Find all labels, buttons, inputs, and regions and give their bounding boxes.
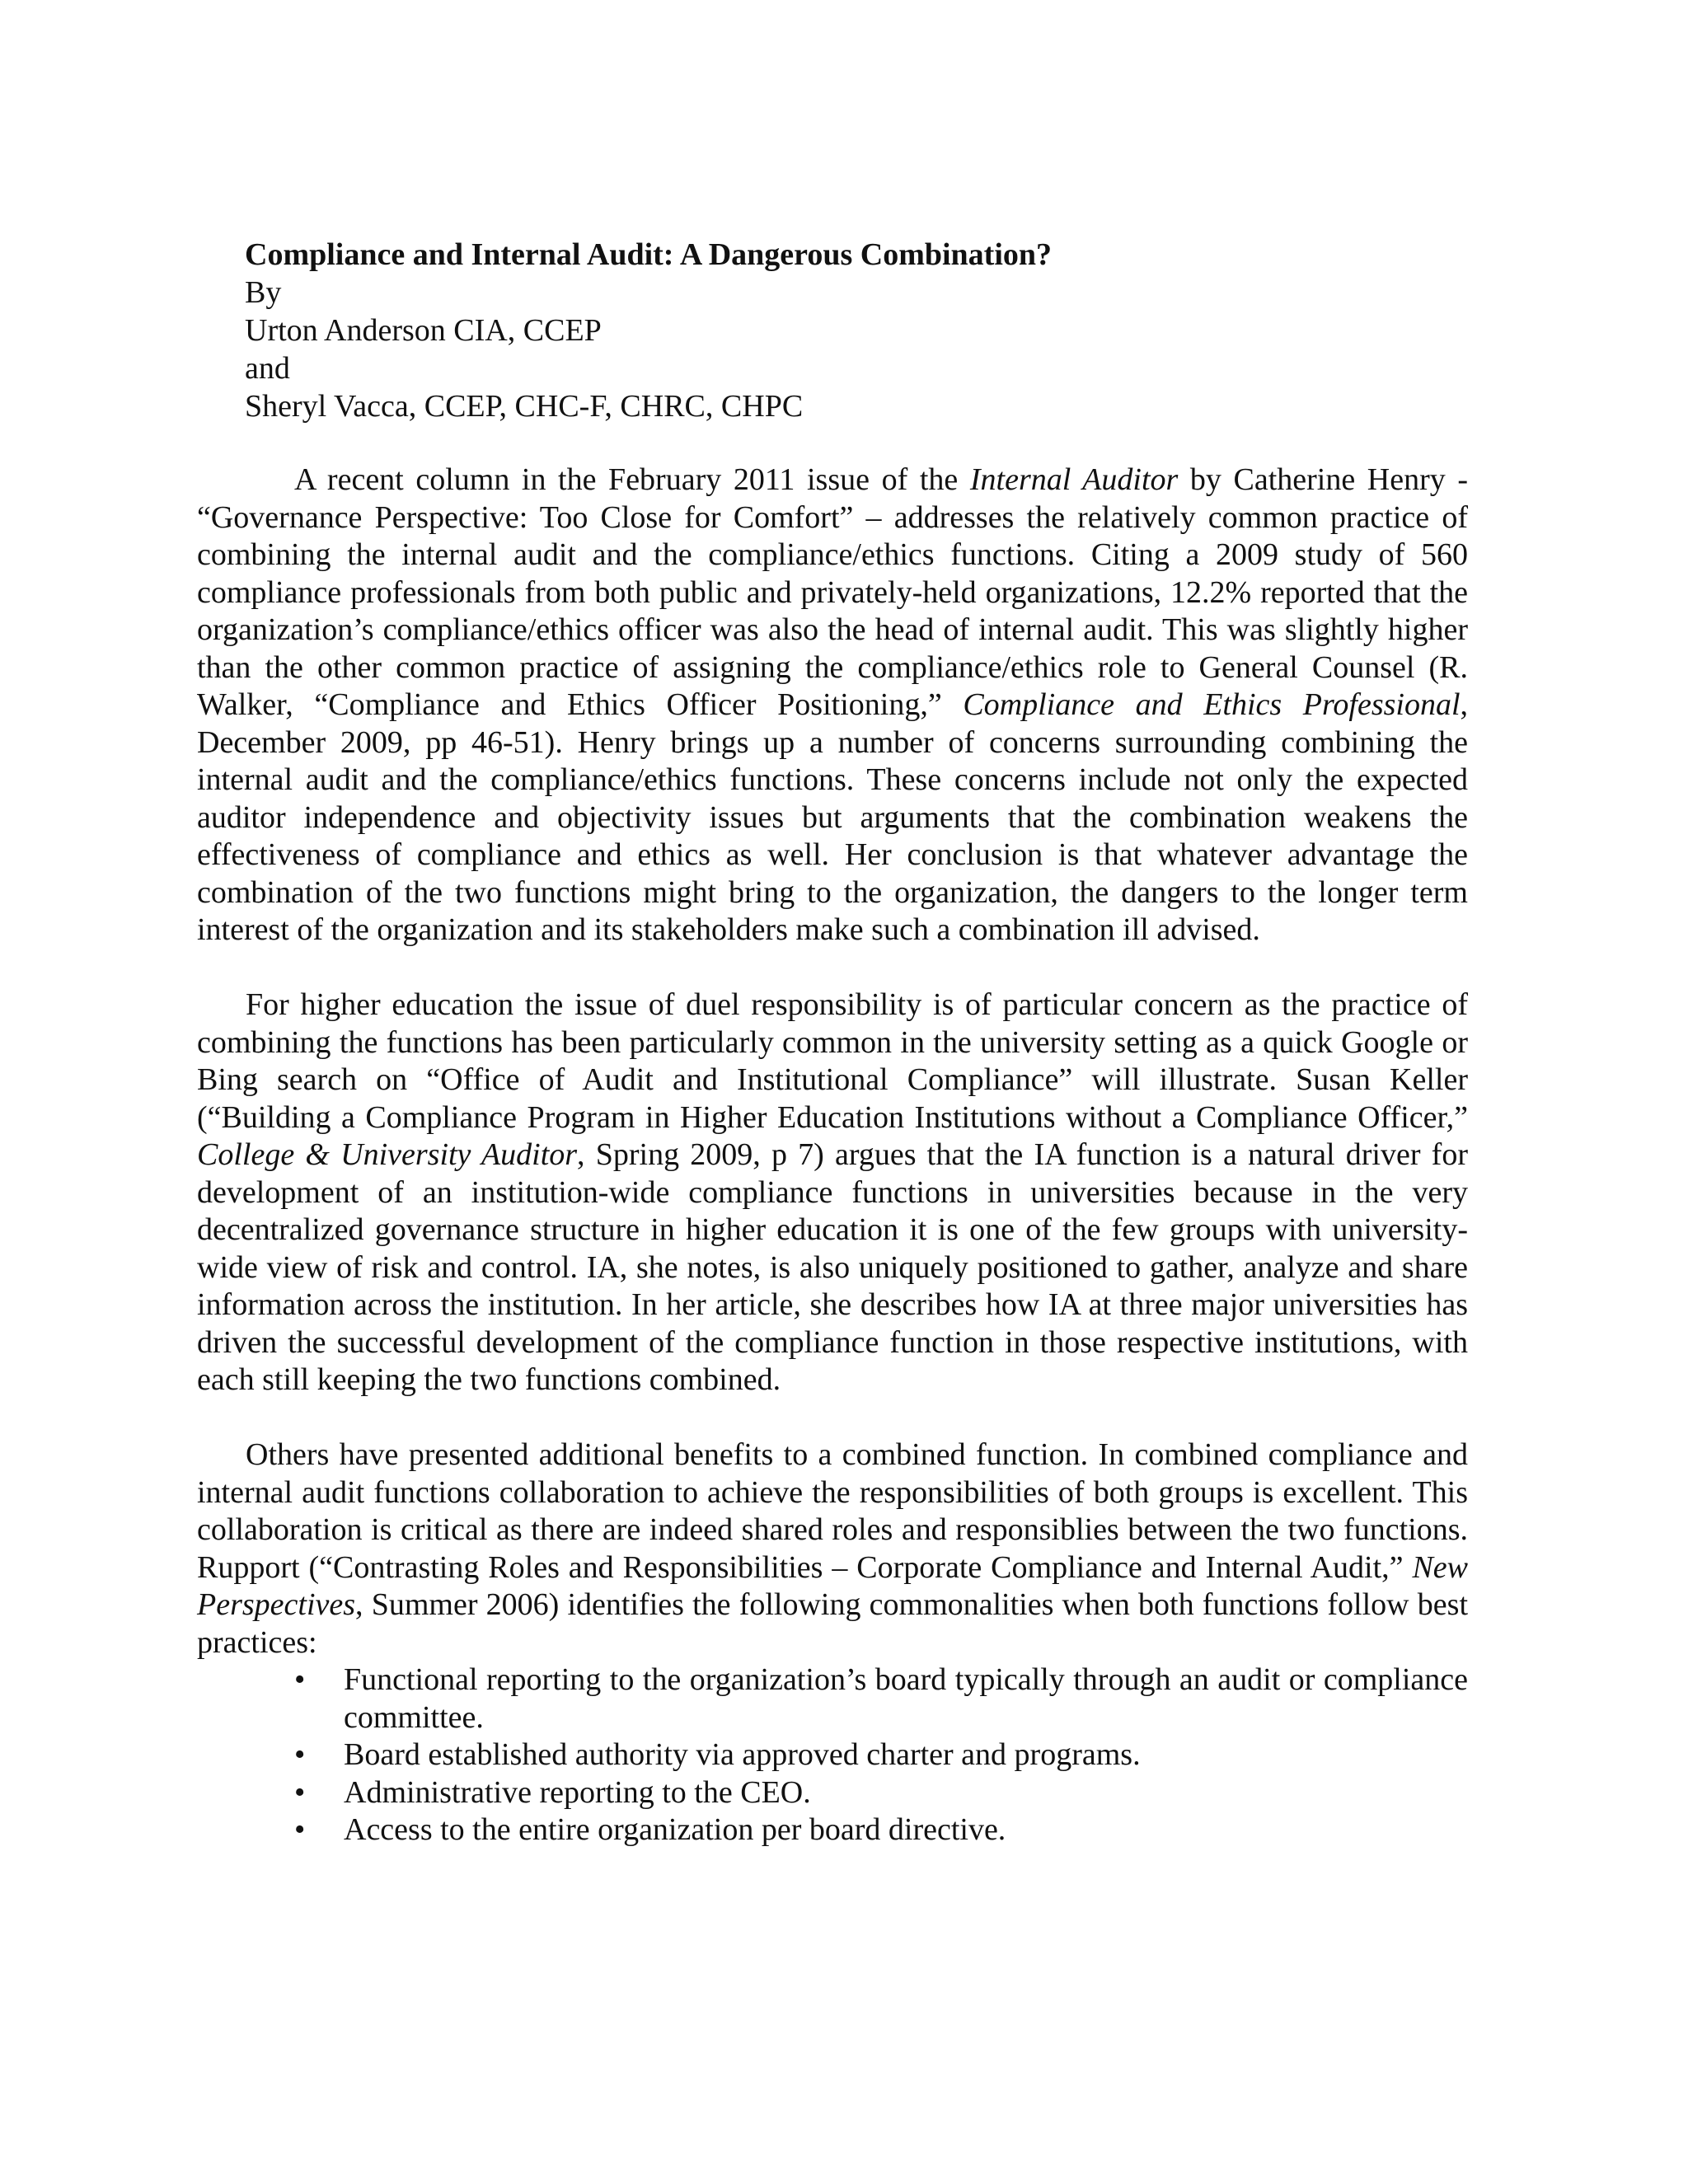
author-2: Sheryl Vacca, CCEP, CHC-F, CHRC, CHPC: [245, 389, 804, 424]
list-item-text: Functional reporting to the organization’s board typically through an audit or compliance committee.: [344, 1662, 1468, 1735]
bullet-icon: •: [294, 1737, 306, 1772]
bullet-icon: •: [294, 1662, 306, 1697]
article-title: Compliance and Internal Audit: A Dangerous Combination?: [245, 237, 1053, 272]
article-body: [197, 462, 1468, 1849]
byline-and: and: [245, 351, 290, 386]
bullet-icon: •: [294, 1774, 306, 1810]
publication-new-perspectives: New Perspectives: [197, 1549, 1468, 1622]
paragraph-3: [197, 1436, 1468, 1661]
byline-by: By: [245, 275, 282, 310]
paragraph-spacer: [197, 1399, 1468, 1437]
list-item-text: Board established authority via approved charter and programs.: [344, 1737, 1141, 1772]
list-item: [294, 1811, 1468, 1849]
paragraph-3-text-a: Others have presented additional benefits to a combined function. In combined compliance and internal audit functions collaboration to achieve the responsibilities of both groups is excellent. This collaboration is critical as there are indeed shared roles and responsiblies between the two functions. Rupport (“Contrasting Roles and Responsibilities – Corporate Compliance and Internal Audit,”: [197, 1437, 1468, 1585]
paragraph-1-text-a: A recent column in the February 2011 issue of the: [294, 462, 970, 497]
article-header: [245, 236, 1481, 425]
author-1: Urton Anderson CIA, CCEP: [245, 313, 602, 348]
publication-internal-auditor: Internal Auditor: [969, 462, 1179, 497]
paragraph-1: [197, 462, 1468, 949]
paragraph-2: [197, 987, 1468, 1399]
paragraph-2-text-b: , Spring 2009, p 7) argues that the IA function is a natural driver for development of an institution-wide compliance functions in universities because in the very decentralized governance structure in higher education it is one of the few groups with university-wide view of risk and control. IA, she notes, is also uniquely positioned to gather, analyze and share information across the institution. In her article, she describes how IA at three major universities has driven the successful development of the compliance function in those respective institutions, with each still keeping the two functions combined.: [197, 1137, 1468, 1397]
publication-compliance-ethics-professional: Compliance and Ethics Professional: [963, 687, 1461, 722]
paragraph-1-text-b: by Catherine Henry - “Governance Perspective: Too Close for Comfort” – addresses the relatively common practice of combining the internal audit and the compliance/ethics functions. Citing a 2009 study of 560 compliance professionals from both public and privately-held organizations, 12.2% reported that the organization’s compliance/ethics officer was also the head of internal audit. This was slightly higher than the other common practice of assigning the compliance/ethics role to General Counsel (R. Walker, “Compliance and Ethics Officer Positioning,”: [197, 462, 1468, 722]
bullet-icon: •: [294, 1812, 306, 1847]
list-item: [294, 1661, 1468, 1736]
list-item: [294, 1774, 1468, 1812]
paragraph-2-text-a: For higher education the issue of duel responsibility is of particular concern as the practice of combining the functions has been particularly common in the university setting as a quick Google or Bing search on “Office of Audit and Institutional Compliance” will illustrate. Susan Keller (“Building a Compliance Program in Higher Education Institutions without a Compliance Officer,”: [197, 987, 1468, 1135]
paragraph-spacer: [197, 949, 1468, 987]
paragraph-3-text-b: , Summer 2006) identifies the following commonalities when both functions follow best practices:: [197, 1587, 1468, 1660]
publication-college-university-auditor: College & University Auditor: [197, 1137, 578, 1172]
list-item: [294, 1736, 1468, 1774]
commonalities-list: [197, 1661, 1468, 1849]
list-item-text: Access to the entire organization per board directive.: [344, 1812, 1006, 1847]
paragraph-1-text-c: , December 2009, pp 46-51). Henry brings up a number of concerns surrounding combining the internal audit and the compliance/ethics functions. These concerns include not only the expected auditor independence and objectivity issues but arguments that the combination weakens the effectiveness of compliance and ethics as well. Her conclusion is that whatever advantage the combination of the two functions might bring to the organization, the dangers to the longer term interest of the organization and its stakeholders make such a combination ill advised.: [197, 687, 1469, 947]
list-item-text: Administrative reporting to the CEO.: [344, 1774, 811, 1810]
